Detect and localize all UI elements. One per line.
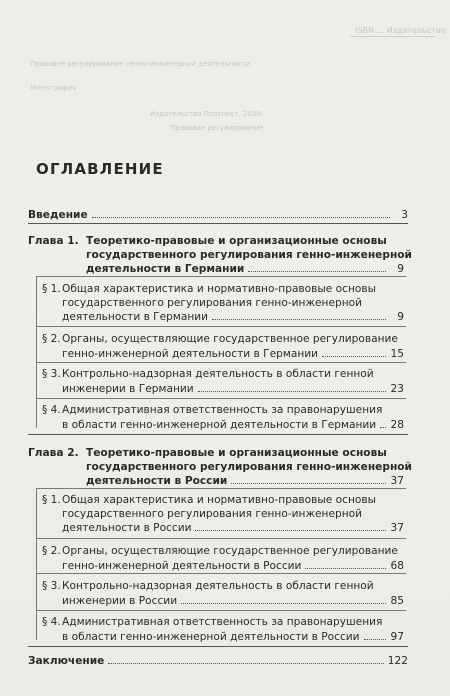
section-label: § 1. [42,283,61,295]
page-number: 23 [390,382,404,395]
toc-entry-ch1-s4[interactable] [62,404,404,432]
section-bracket [36,276,37,428]
divider [28,434,408,435]
page-number: 28 [390,418,404,431]
divider [28,223,408,224]
entry-line: Органы, осуществляющие государственное регулирование [62,333,398,345]
toc-entry-intro[interactable] [28,208,408,223]
page-number: 122 [387,655,408,667]
toc-entry-ch1-s2[interactable] [62,333,404,361]
entry-line: государственного регулирования генно-инженерной [62,507,362,520]
dot-leader [364,630,386,640]
toc-entry-ch2-s3[interactable] [62,580,404,608]
faint-rule [350,36,435,37]
dot-leader [181,594,386,604]
section-rule [36,326,406,327]
entry-line: государственного регулирования генно-инженерной [86,460,412,473]
entry-line: деятельности в России [86,475,228,487]
dot-leader [231,474,386,484]
chapter-label: Глава 2. [28,447,79,459]
entry-line: в области генно-инженерной деятельности в Германии [62,418,377,431]
toc-entry-chapter-2[interactable] [86,447,412,489]
faint-text: Монография [30,84,77,92]
dot-leader [322,347,386,357]
faint-text: ISBN ... Издательство [355,26,446,35]
faint-text: Правовое регулирование [170,124,264,132]
page-number: 37 [390,475,404,487]
entry-line: генно-инженерной деятельности в Германии [62,347,319,360]
page-number: 9 [397,311,404,323]
entry-line: Теоретико-правовые и организационные основы [86,447,387,459]
page-number: 9 [397,263,404,275]
entry-line: Административная ответственность за правонарушения [62,404,383,416]
entry-line: государственного регулирования генно-инженерной [62,296,362,309]
toc-entry-ch2-s2[interactable] [62,545,404,573]
section-rule [36,610,406,611]
entry-line: инженерии в России [62,594,178,607]
section-rule [36,362,406,363]
section-label: § 2. [42,545,61,557]
dot-leader [248,262,386,272]
toc-entry-ch2-s1[interactable] [62,494,404,536]
section-bracket [36,488,37,640]
dot-leader [212,310,386,320]
section-rule [36,573,406,574]
toc-entry-label: Введение [28,209,88,221]
page-number: 37 [390,522,404,534]
entry-line: Административная ответственность за правонарушения [62,616,383,628]
section-label: § 4. [42,616,61,628]
faint-text: Правовое регулирование генно-инженерной деятельности [30,60,251,68]
dot-leader [380,418,386,428]
page-number: 85 [390,594,404,607]
section-rule [36,538,406,539]
dot-leader [305,559,386,569]
toc-entry-chapter-1[interactable] [86,235,412,277]
section-label: § 2. [42,333,61,345]
page-number: 68 [390,559,404,572]
dot-leader [195,521,386,531]
entry-line: Общая характеристика и нормативно-правовые основы [62,494,376,506]
toc-entry-ch1-s1[interactable] [62,283,404,325]
entry-line: Теоретико-правовые и организационные основы [86,235,387,247]
page-number: 3 [401,209,408,221]
section-rule [36,488,406,489]
section-rule [36,276,406,277]
toc-entry-ch1-s3[interactable] [62,368,404,396]
entry-line: Общая характеристика и нормативно-правовые основы [62,283,376,295]
entry-line: инженерии в Германии [62,382,194,395]
faint-text: Издательство Проспект, 2020 [150,110,261,118]
toc-title: ОГЛАВЛЕНИЕ [36,160,164,178]
toc-entry-conclusion[interactable] [28,654,408,669]
entry-line: государственного регулирования генно-инженерной [86,248,412,261]
section-label: § 3. [42,368,61,380]
toc-entry-label: Заключение [28,655,105,667]
entry-line: деятельности в Германии [86,263,245,275]
page-number: 15 [390,347,404,360]
entry-line: генно-инженерной деятельности в России [62,559,302,572]
section-label: § 3. [42,580,61,592]
toc-entry-ch2-s4[interactable] [62,616,404,644]
entry-line: в области генно-инженерной деятельности в России [62,630,360,643]
divider [28,646,408,647]
page-number: 97 [390,630,404,643]
entry-line: Контрольно-надзорная деятельность в области генной [62,368,374,380]
entry-line: Органы, осуществляющие государственное регулирование [62,545,398,557]
entry-line: деятельности в России [62,522,192,534]
entry-line: Контрольно-надзорная деятельность в области генной [62,580,374,592]
dot-leader [92,208,390,218]
chapter-label: Глава 1. [28,235,79,247]
section-rule [36,398,406,399]
entry-line: деятельности в Германии [62,311,209,323]
section-label: § 4. [42,404,61,416]
dot-leader [108,654,383,664]
section-label: § 1. [42,494,61,506]
dot-leader [198,382,386,392]
